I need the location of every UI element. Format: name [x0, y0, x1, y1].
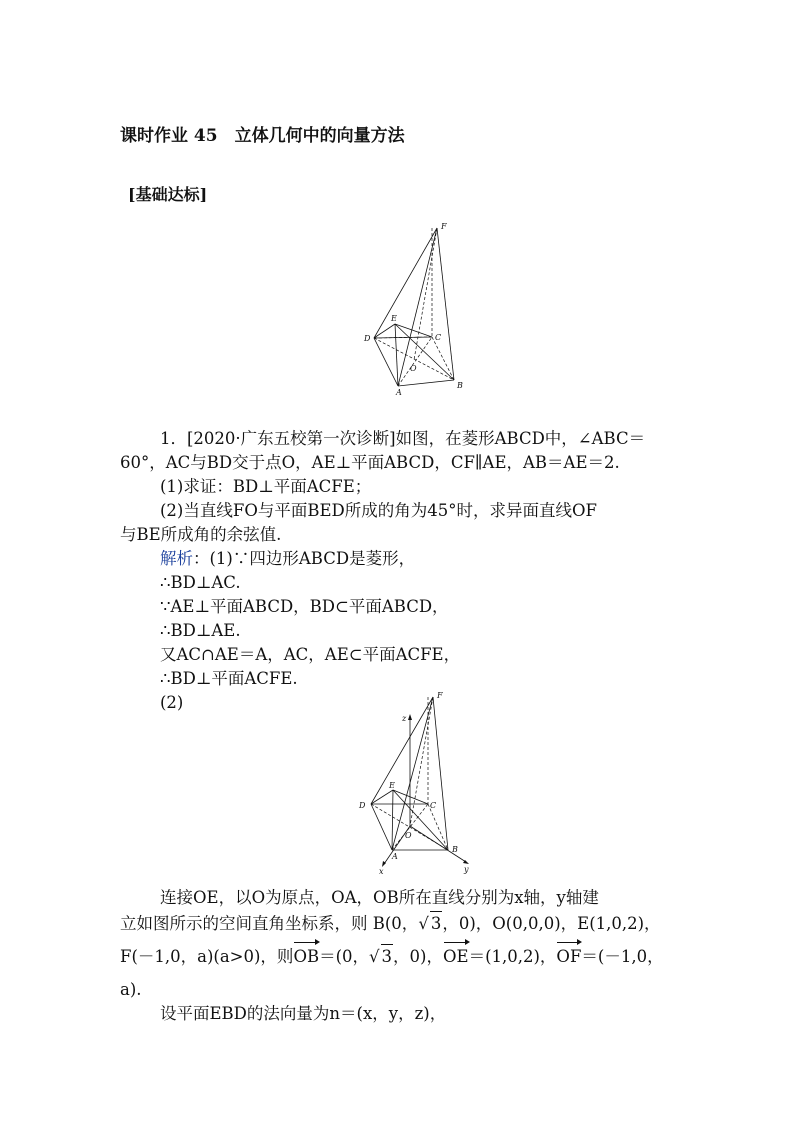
solution-line-4: ∴BD⊥AE.	[160, 621, 241, 640]
label-C: C	[430, 801, 437, 810]
label-F: F	[437, 691, 443, 700]
page-title: 课时作业 45 立体几何中的向量方法	[120, 126, 405, 146]
figure-1-pyramid	[360, 218, 470, 398]
label-E: E	[389, 781, 395, 790]
coordinate-line-2: 立如图所示的空间直角坐标系，则 B(0，√ 3，0)，O(0,0,0)，E(1,0,2)，	[120, 911, 661, 936]
vector-OF: OF	[556, 945, 581, 969]
label-y: y	[464, 865, 469, 874]
coordinate-line-1: 连接OE，以O为原点，OA，OB所在直线分别为x轴，y轴建	[160, 888, 599, 907]
label-A: A	[396, 388, 402, 397]
label-E: E	[391, 314, 397, 323]
label-B: B	[457, 381, 463, 390]
label-F: F	[441, 222, 447, 231]
vector-line: F(－1,0，a)(a>0)，则OB＝(0，√ 3，0)，OE＝(1,0,2)，OF＝(－1,0，	[120, 944, 664, 969]
solution-line-3: ∵AE⊥平面ABCD，BD⊂平面ABCD，	[160, 597, 449, 616]
solution-text-1: ：(1)∵四边形ABCD是菱形，	[193, 549, 416, 568]
solution-line-1	[160, 547, 415, 571]
label-D: D	[364, 334, 371, 343]
section-heading: [基础达标]	[128, 185, 208, 204]
solution-line-5: 又AC∩AE＝A，AC，AE⊂平面ACFE，	[160, 645, 461, 664]
problem-stem-line-2: 60°，AC与BD交于点O，AE⊥平面ABCD，CF∥AE，AB＝AE＝2.	[120, 453, 620, 472]
label-B: B	[452, 845, 458, 854]
solution-line-7: (2)	[160, 693, 184, 712]
label-O: O	[410, 364, 417, 373]
label-x: x	[379, 867, 384, 876]
label-O: O	[405, 831, 412, 840]
vector-OB: OB	[293, 945, 319, 969]
label-C: C	[435, 333, 442, 342]
problem-stem-line-1: 1．[2020·广东五校第一次诊断]如图，在菱形ABCD中，∠ABC＝	[160, 429, 646, 448]
label-A: A	[392, 852, 398, 861]
normal-vector-line: 设平面EBD的法向量为n＝(x，y，z)，	[160, 1004, 447, 1023]
solution-label: 解析	[160, 549, 193, 568]
label-D: D	[359, 801, 366, 810]
figure-2-coordinate-system	[352, 690, 478, 876]
label-z: z	[402, 714, 407, 723]
question-2-line-1: (2)当直线FO与平面BED所成的角为45°时，求异面直线OF	[160, 501, 597, 520]
solution-line-2: ∴BD⊥AC.	[160, 573, 241, 592]
vector-OE: OE	[443, 945, 469, 969]
question-1: (1)求证：BD⊥平面ACFE；	[160, 477, 372, 496]
solution-line-6: ∴BD⊥平面ACFE.	[160, 669, 298, 688]
vector-line-end: a).	[120, 980, 142, 999]
question-2-line-2: 与BE所成角的余弦值.	[120, 525, 282, 544]
